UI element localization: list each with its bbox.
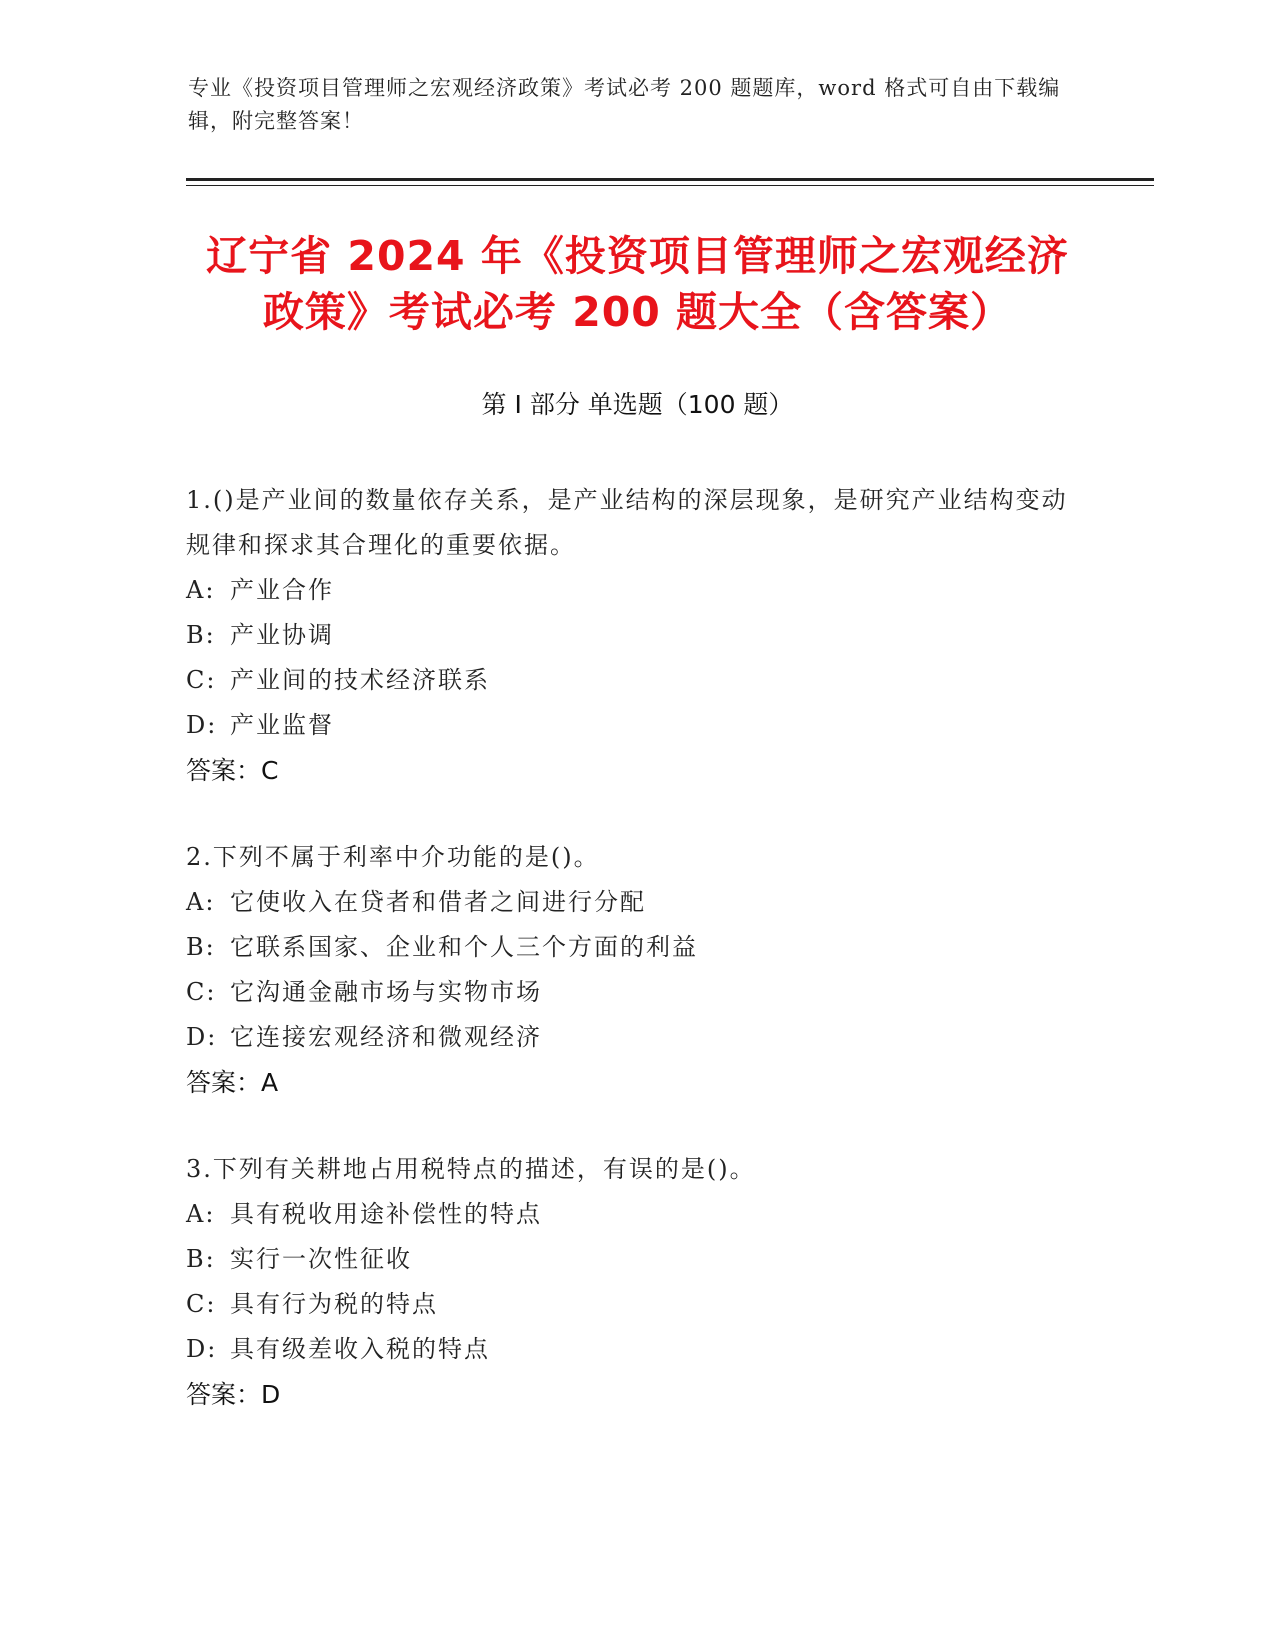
document-title xyxy=(150,228,1125,340)
option-text: 产业合作 xyxy=(230,576,334,604)
document-title-line-1: 辽宁省 2024 年《投资项目管理师之宏观经济 xyxy=(206,232,1069,280)
option-text: 它连接宏观经济和微观经济 xyxy=(230,1023,542,1051)
option-text: 实行一次性征收 xyxy=(230,1245,412,1273)
option-d xyxy=(186,703,1086,748)
option-text: 产业监督 xyxy=(230,711,334,739)
option-b xyxy=(186,1237,1086,1282)
option-key: A: xyxy=(186,576,216,604)
question-stem: 3.下列有关耕地占用税特点的描述，有误的是()。 xyxy=(186,1155,756,1183)
option-text: 产业协调 xyxy=(230,621,334,649)
option-text: 它联系国家、企业和个人三个方面的利益 xyxy=(230,933,698,961)
option-b xyxy=(186,613,1086,658)
answer: 答案：C xyxy=(186,756,279,785)
option-a xyxy=(186,568,1086,613)
option-key: D: xyxy=(186,1335,218,1363)
question-list xyxy=(186,478,1086,1459)
question-stem: 2.下列不属于利率中介功能的是()。 xyxy=(186,843,600,871)
option-c xyxy=(186,970,1086,1015)
option-text: 产业间的技术经济联系 xyxy=(230,666,490,694)
option-d xyxy=(186,1015,1086,1060)
question-1 xyxy=(186,478,1086,793)
option-text: 具有行为税的特点 xyxy=(230,1290,438,1318)
option-key: C: xyxy=(186,666,217,694)
document-title-line-2: 政策》考试必考 200 题大全（含答案） xyxy=(262,288,1013,336)
option-text: 它沟通金融市场与实物市场 xyxy=(230,978,542,1006)
option-key: A: xyxy=(186,1200,216,1228)
option-c xyxy=(186,658,1086,703)
option-a xyxy=(186,880,1086,925)
question-stem: 1.()是产业间的数量依存关系，是产业结构的深层现象，是研究产业结构变动规律和探求其合理化的重要依据。 xyxy=(186,486,1068,559)
answer: 答案：A xyxy=(186,1068,279,1097)
option-text: 它使收入在贷者和借者之间进行分配 xyxy=(230,888,646,916)
option-key: D: xyxy=(186,711,218,739)
option-text: 具有税收用途补偿性的特点 xyxy=(230,1200,542,1228)
header-divider-thick xyxy=(186,178,1154,181)
answer: 答案：D xyxy=(186,1380,281,1409)
option-key: C: xyxy=(186,978,217,1006)
option-key: C: xyxy=(186,1290,217,1318)
header-divider-thin xyxy=(186,185,1154,186)
option-a xyxy=(186,1192,1086,1237)
option-c xyxy=(186,1282,1086,1327)
option-text: 具有级差收入税的特点 xyxy=(230,1335,490,1363)
option-key: D: xyxy=(186,1023,218,1051)
option-key: A: xyxy=(186,888,216,916)
question-3 xyxy=(186,1147,1086,1417)
question-2 xyxy=(186,835,1086,1105)
option-key: B: xyxy=(186,933,216,961)
option-key: B: xyxy=(186,1245,216,1273)
option-b xyxy=(186,925,1086,970)
option-d xyxy=(186,1327,1086,1372)
option-key: B: xyxy=(186,621,216,649)
header-note: 专业《投资项目管理师之宏观经济政策》考试必考 200 题题库，word 格式可自由下载编辑，附完整答案！ xyxy=(188,76,1061,133)
section-title: 第 I 部分 单选题（100 题） xyxy=(481,390,794,419)
